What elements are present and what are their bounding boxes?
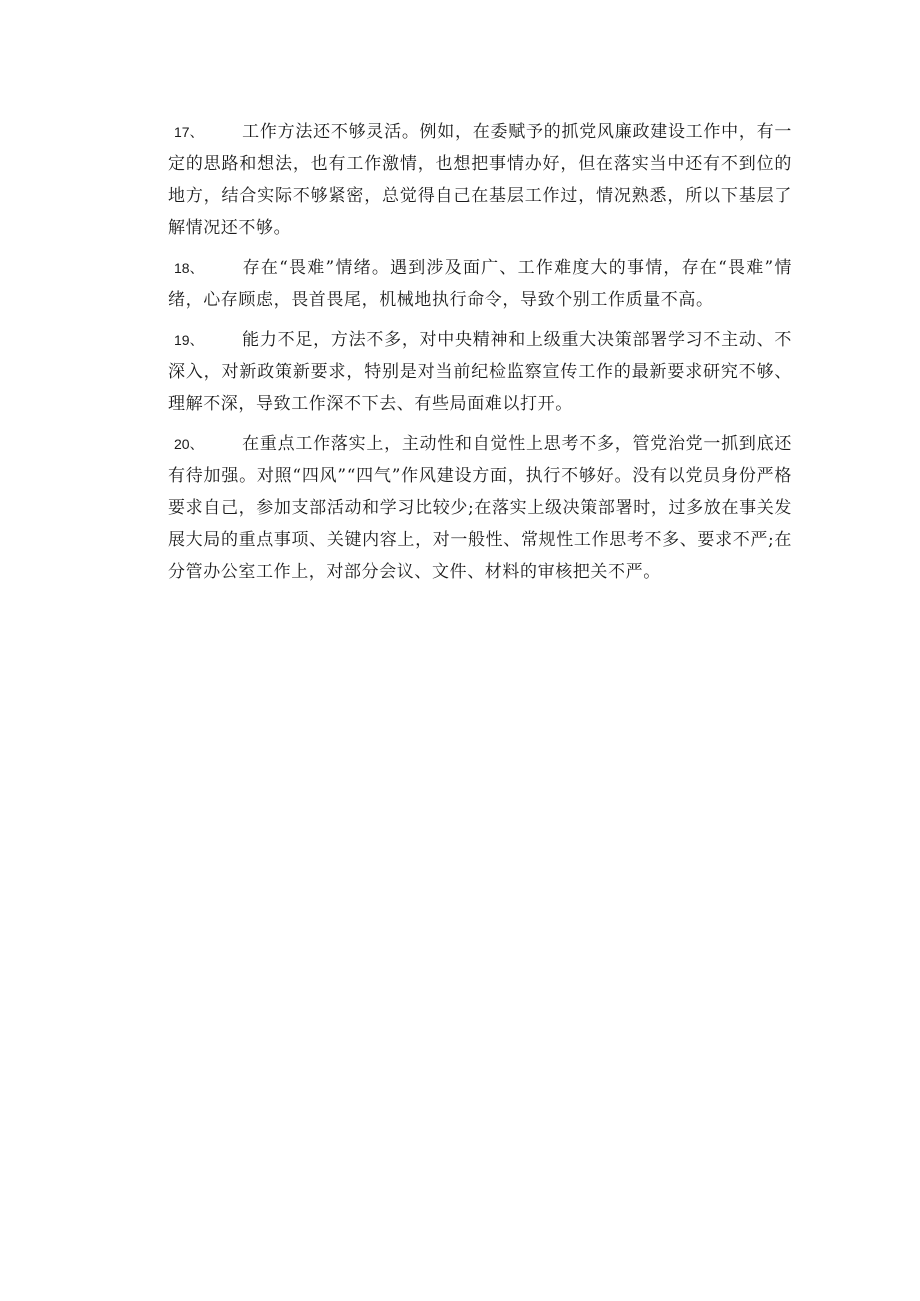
paragraph-text: 存在“畏难”情绪。遇到涉及面广、工作难度大的事情，存在“畏难”情绪，心存顾虑，畏首畏尾，机械地执行命令，导致个别工作质量不高。: [168, 258, 792, 310]
paragraph-number: 17、: [174, 124, 204, 140]
paragraph-number: 19、: [174, 332, 204, 348]
paragraph-text: 能力不足，方法不多，对中央精神和上级重大决策部署学习不主动、不深入，对新政策新要求，特别是对当前纪检监察宣传工作的最新要求研究不够、理解不深，导致工作深不下去、有些局面难以打开。: [168, 330, 792, 414]
paragraph-number: 20、: [174, 436, 204, 452]
paragraph-number: 18、: [174, 260, 204, 276]
paragraph-17: [168, 116, 792, 244]
paragraph-text: 在重点工作落实上，主动性和自觉性上思考不多，管党治党一抓到底还有待加强。对照“四风”“四气”作风建设方面，执行不够好。没有以党员身份严格要求自己，参加支部活动和学习比较少;在落实上级决策部署时，过多放在事关发展大局的重点事项、关键内容上，对一般性、常规性工作思考不多、要求不严;在分管办公室工作上，对部分会议、文件、材料的审核把关不严。: [168, 434, 792, 582]
paragraph-19: [168, 324, 792, 420]
paragraph-20: [168, 428, 792, 588]
paragraph-text: 工作方法还不够灵活。例如，在委赋予的抓党风廉政建设工作中，有一定的思路和想法，也有工作激情，也想把事情办好，但在落实当中还有不到位的地方，结合实际不够紧密，总觉得自己在基层工作过，情况熟悉，所以下基层了解情况还不够。: [168, 122, 792, 238]
paragraph-18: [168, 252, 792, 316]
document-body: [168, 116, 792, 596]
